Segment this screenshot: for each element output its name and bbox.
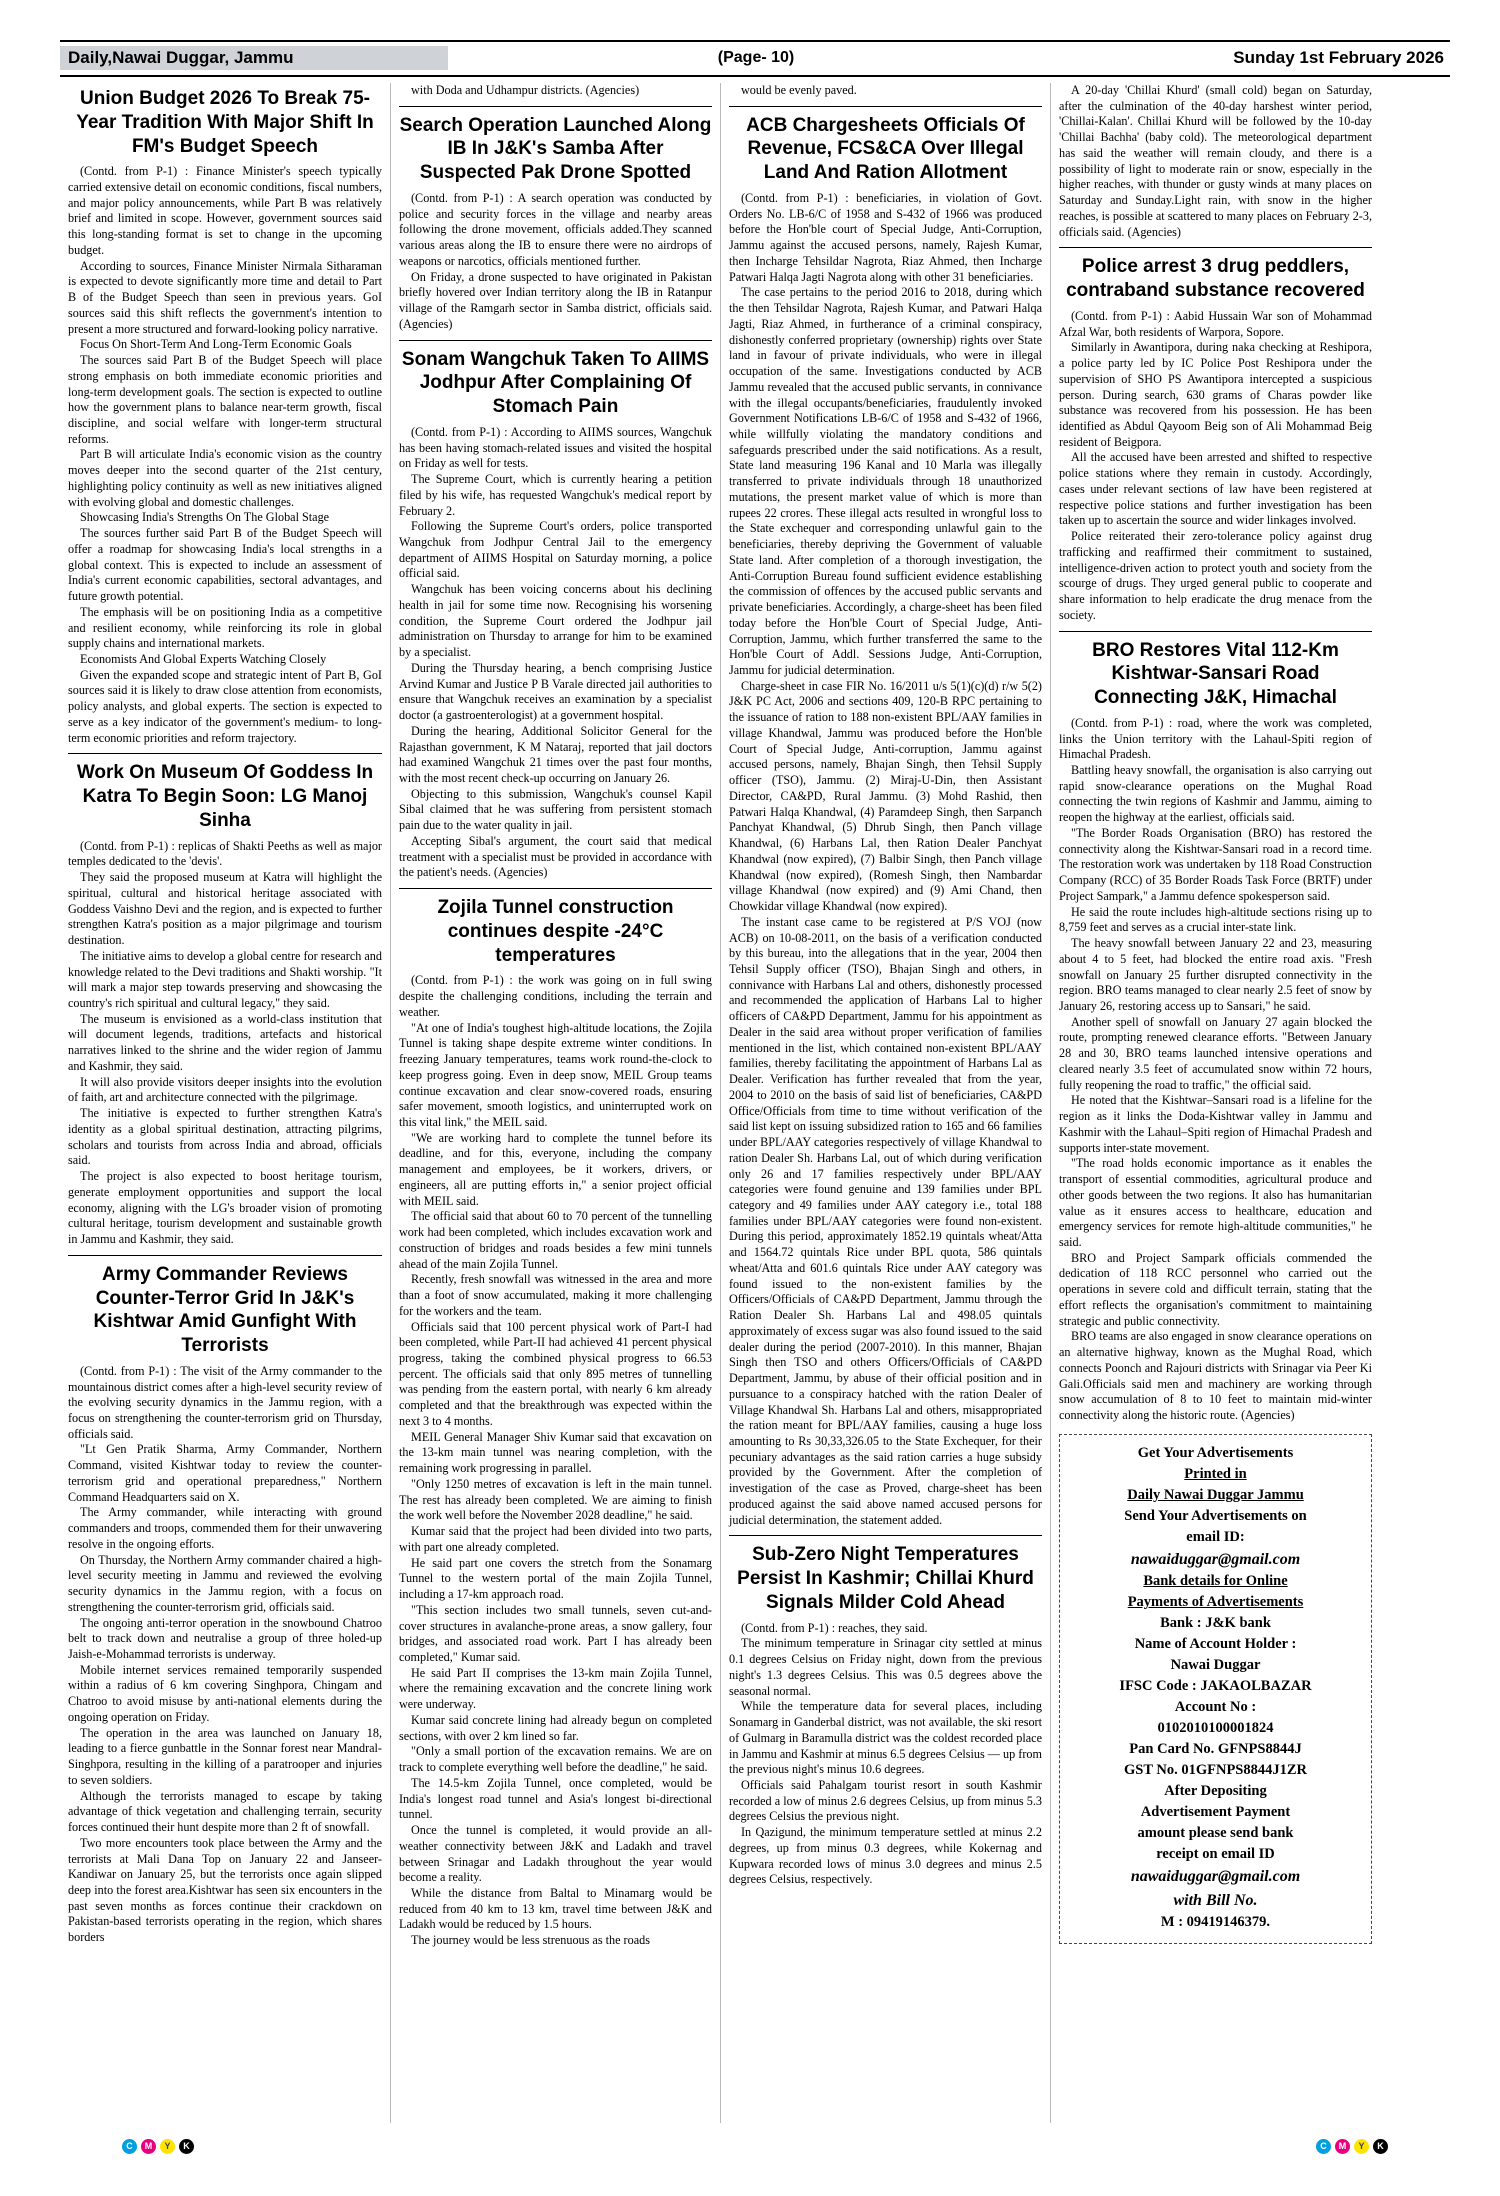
reg-mark-k: K bbox=[179, 2139, 194, 2154]
page-number: (Page- 10) bbox=[717, 49, 795, 66]
article-paragraph: "Only 1250 metres of excavation is left in the main tunnel. The rest has already been completed. We are aiming to finish the work well before the November 2028 deadline," he said. bbox=[399, 1476, 712, 1523]
article-paragraph: Objecting to this submission, Wangchuk's counsel Kapil Sibal claimed that he was suffering from persistent stomach pain due to the water quality in jail. bbox=[399, 786, 712, 833]
column-4 bbox=[1050, 83, 1380, 2123]
article-paragraph: "Lt Gen Pratik Sharma, Army Commander, Northern Command, visited Kishtwar today to review the counter-terrorism grid and operational preparedness," Northern Command Headquarters said on X. bbox=[68, 1442, 382, 1504]
ad-line: Send Your Advertisements on bbox=[1124, 1507, 1307, 1524]
ad-line: Advertisement Payment bbox=[1140, 1804, 1291, 1821]
newspaper-page bbox=[60, 40, 1450, 2160]
article-paragraph: Showcasing India's Strengths On The Global Stage bbox=[80, 510, 330, 525]
article-paragraph: It will also provide visitors deeper insights into the evolution of faith, art and architecture connected with the pilgrimage. bbox=[68, 1074, 382, 1105]
article-paragraph: Charge-sheet in case FIR No. 16/2011 u/s 5(1)(c)(d) r/w 5(2) J&K PC Act, 2006 and sections 409, 120-B RPC pertaining to the issuance of ration to 188 non-existent BPL/AAY families in village Khandwal, Jammu was produced before the Hon'ble Court of Special Judge, Anti-corruption, Jammu against accused persons, namely, Bhajan Singh, then Tehsil Supply officer (TSO), Jammu. (2) Miraj-U-Din, then Assistant Director, CA&PD, Rural Jammu. (3) Mohd Rashid, then Patwari Halqa Khandwal, (4) Paramdeep Singh, then Sarpanch Panchyat Khandwal, (5) Dhrub Singh, then Panch village Khandwal, (6) Harbans Lal, then Ration Dealer Panchyat Khandwal (now expired), (7) Balbir Singh, then Panch village Khandwal (now expired), (Romesh Singh, then Nambardar village Khandwal (now expired) and (9) Ami Chand, then Chowkidar village Khandwal (now expired). bbox=[729, 678, 1042, 914]
section-divider bbox=[729, 106, 1042, 107]
article-paragraph: Although the terrorists managed to escape by taking advantage of thick vegetation and challenging terrain, security forces continued their hunt despite more than 2 ft of snowfall. bbox=[68, 1788, 382, 1835]
article-paragraph: "At one of India's toughest high-altitude locations, the Zojila Tunnel is taking shape despite extreme winter conditions. In freezing January temperatures, teams work round-the-clock to keep progress going. Even in deep snow, MEIL Group teams continue excavation and clear snow-covered roads, ensuring safer movement, smooth logistics, and uninterrupted work on this vital link," the MEIL said. bbox=[399, 1020, 712, 1129]
article-paragraph: Accepting Sibal's argument, the court said that medical treatment with a specialist must be provided in accordance with the patient's needs. (Agencies) bbox=[399, 833, 712, 880]
article-headline: Sub-Zero Night Temperatures Persist In Kashmir; Chillai Khurd Signals Milder Cold Ahead bbox=[737, 1544, 1034, 1613]
article-paragraph: According to sources, Finance Minister Nirmala Sitharaman is expected to devote significantly more time and detail to Part B of the Budget Speech than seen in previous years. GoI sources said this shift reflects the government's intention to present a more structured and forward-looking policy narrative. bbox=[68, 258, 382, 336]
ad-line: Account No : bbox=[1174, 1699, 1257, 1716]
article-paragraph: Economists And Global Experts Watching Closely bbox=[80, 652, 327, 667]
article-paragraph: (Contd. from P-1) : reaches, they said. bbox=[741, 1620, 928, 1635]
ad-line: Pan Card No. GFNPS8844J bbox=[1129, 1741, 1302, 1758]
ad-line: amount please send bank bbox=[1137, 1825, 1294, 1842]
article-paragraph: The ongoing anti-terror operation in the snowbound Chatroo belt to track down and neutralise a group of three holed-up Jaish-e-Mohammad terrorists is underway. bbox=[68, 1615, 382, 1661]
article-paragraph: (Contd. from P-1) : the work was going on in full swing despite the challenging conditions, including the terrain and weather. bbox=[399, 973, 712, 1019]
article-paragraph: "This section includes two small tunnels, seven cut-and-cover structures in avalanche-prone areas, a snow gallery, four bridges, and associated road work. Part I has already been completed," Kumar said. bbox=[399, 1602, 712, 1664]
ad-line: nawaiduggar@gmail.com bbox=[1130, 1868, 1301, 1886]
article-paragraph: He said part one covers the stretch from the Sonamarg Tunnel to the western portal of the main Zojila Tunnel, including a 17-km approach road. bbox=[399, 1555, 712, 1602]
article-paragraph: The minimum temperature in Srinagar city settled at minus 0.1 degrees Celsius on Friday night, down from the previous night's 1.3 degrees Celsius. This was 0.5 degrees above the seasonal normal. bbox=[729, 1636, 1042, 1698]
article-headline: Search Operation Launched Along IB In J&K's Samba After Suspected Pak Drone Spotted bbox=[399, 114, 712, 184]
article-paragraph: The Army commander, while interacting with ground commanders and troops, commended them for their unwavering resolve in the ongoing efforts. bbox=[68, 1505, 382, 1551]
ad-line: Printed in bbox=[1184, 1465, 1247, 1482]
article-paragraph: Following the Supreme Court's orders, police transported Wangchuk from Jodhpur Central Jail to the emergency department of AIIMS Hospital on Saturday morning, a police official said. bbox=[399, 519, 712, 581]
article-paragraph: (Contd. from P-1) : A search operation was conducted by police and security forces in the village and nearby areas following the drone movement, officials added.They scanned various areas along the IB to ensure there were no airdrops of weapons or narcotics, officials mentioned further. bbox=[399, 190, 712, 268]
ad-line: Name of Account Holder : bbox=[1134, 1636, 1297, 1653]
article-headline: ACB Chargesheets Officials Of Revenue, FCS&CA Over Illegal Land And Ration Allotment bbox=[746, 114, 1025, 184]
article-paragraph: During the Thursday hearing, a bench comprising Justice Arvind Kumar and Justice P B Varale directed jail authorities to ensure that Wangchuk receives an examination by a specialist doctor (a gastroenterologist) at a government hospital. bbox=[399, 660, 712, 723]
article-paragraph: In Qazigund, the minimum temperature settled at minus 2.2 degrees, up from minus 0.3 degrees, while Kokernag and Kupwara recorded lows of minus 3.0 degrees and minus 2.5 degrees Celsius, respectively. bbox=[729, 1825, 1042, 1887]
article-headline: Army Commander Reviews Counter-Terror Grid In J&K's Kishtwar Amid Gunfight With Terrorists bbox=[93, 1263, 357, 1357]
article-paragraph: (Contd. from P-1) : beneficiaries, in violation of Govt. Orders No. LB-6/C of 1958 and S-432 of 1966 was produced before the Hon'ble court of Special Judge, Anti-Corruption, Jammu against the accused persons, namely, Rajesh Kumar, then Incharge Tehsildar Nagrota, Riaz Ahmed, then Incharge Patwari Halqa Jagti Nagrota along with other 31 beneficiaries. bbox=[729, 190, 1042, 284]
article-paragraph: "The Border Roads Organisation (BRO) has restored the connectivity along the Kishtwar-Sansari road in a record time. The restoration work was undertaken by 118 Road Construction Company (RCC) of 35 Border Roads Task Force (BRTF) under Project Sampark," a Jammu defence spokesperson said. bbox=[1059, 825, 1372, 903]
article-paragraph: The operation in the area was launched on January 18, leading to a fierce gunbattle in the Sonnar forest near Mandral-Singhpora, resulting in the killing of a paratrooper and injuries to seven soldiers. bbox=[68, 1725, 382, 1787]
columns-container bbox=[60, 83, 1450, 2123]
section-divider bbox=[68, 1255, 382, 1256]
article-paragraph: Wangchuk has been voicing concerns about his declining health in jail for some time now. Recognising his worsening condition, the Supreme Court ordered the Jodhpur jail administration on Thursday to arrange for him to be examined by a specialist. bbox=[399, 582, 712, 660]
column-1 bbox=[60, 83, 390, 2123]
article-paragraph: On Friday, a drone suspected to have originated in Pakistan briefly hovered over Indian territory along the IB in Ratanpur village of the Ramgarh sector in Samba district, officials said. (Agencies) bbox=[399, 269, 712, 331]
ad-line: 0102010100001824 bbox=[1157, 1720, 1274, 1737]
reg-mark-c: C bbox=[122, 2139, 137, 2154]
article-headline: BRO Restores Vital 112-Km Kishtwar-Sansari Road Connecting J&K, Himachal bbox=[1092, 639, 1339, 709]
ad-line: with Bill No. bbox=[1173, 1891, 1258, 1909]
reg-mark-m: M bbox=[1335, 2139, 1350, 2154]
column-3 bbox=[720, 83, 1050, 2123]
article-paragraph: Police reiterated their zero-tolerance policy against drug trafficking and reaffirmed their commitment to sustained, intelligence-driven action to protect youth and society from the scourge of drugs. They urged general public to cooperate and share information to help eradicate the drug menace from the society. bbox=[1059, 529, 1372, 622]
article-paragraph: The sources said Part B of the Budget Speech will place strong emphasis on both immediate economic priorities and long-term development goals. The section is expected to outline how the government plans to balance near-term growth, fiscal discipline, and social welfare with longer-term structural reforms. bbox=[68, 353, 382, 446]
article-paragraph: He said the route includes high-altitude sections rising up to 8,759 feet and serves as a crucial inter-state link. bbox=[1059, 904, 1372, 935]
ad-line: email ID: bbox=[1186, 1528, 1245, 1545]
article-paragraph: The heavy snowfall between January 22 and 23, measuring about 4 to 5 feet, had blocked the entire road axis. "Fresh snowfall on January 25 further disrupted connectivity in the region. BRO teams managed to clear nearly 2.5 feet of snow by January 26, restoring access up to Sansari," he said. bbox=[1059, 936, 1372, 1013]
section-divider bbox=[1059, 247, 1372, 248]
article-paragraph: Officials said that 100 percent physical work of Part-I had been completed, while Part-II had achieved 41 percent physical progress, taking the combined physical progress to 66.53 percent. The officials said that only 895 metres of tunnelling was pending from the eastern portal, with nearly 6 km already completed and that the breakthrough was expected within the next 3 to 4 months. bbox=[399, 1319, 712, 1428]
ad-line: Bank details for Online bbox=[1143, 1573, 1288, 1590]
reg-mark-y: Y bbox=[160, 2139, 175, 2154]
article-paragraph: (Contd. from P-1) : Aabid Hussain War son of Mohammad Afzal War, both residents of Warpora, Sopore. bbox=[1059, 308, 1372, 339]
article-paragraph: (Contd. from P-1) : replicas of Shakti Peeths as well as major temples dedicated to the 'devis'. bbox=[68, 838, 382, 869]
article-paragraph: The case pertains to the period 2016 to 2018, during which the then Tehsildar Nagrota, Rajesh Kumar, and Patwari Halqa Jagti, Riaz Ahmed, in furtherance of a criminal conspiracy, dishonestly conferred proprietary (ownership) rights over State land in favour of private individuals, who were in illegal occupation of the same. Investigations conducted by ACB Jammu revealed that the accused public servants, in connivance with the illegal occupants/beneficiaries, fraudulently invoked Government Notifications LB-6/C of 1958 and S-432 of 1966, while willfully violating the mandatory conditions and safeguards prescribed under the said notifications. As a result, State land measuring 196 Kanal and 10 Marla was illegally transferred to private individuals through 18 unauthorized mutations, the present market value of which is more than rupees 22 crores. These illegal acts resulted in wrongful loss to the State exchequer and corresponding unlawful gain to the beneficiaries, thereby depriving the Government of valuable State land. After completion of a thorough investigation, the Anti-Corruption Bureau found sufficient evidence establishing the commission of offences by the accused public servants and private beneficiaries. Accordingly, a charge-sheet has been filed today before the Hon'ble Court of Special Judge, Anti-Corruption, Jammu, which further transferred the same to the Hon'ble Court of Addl. Sessions Judge, Anti-Corruption, Jammu for judicial determination. bbox=[729, 285, 1042, 678]
article-paragraph: The museum is envisioned as a world-class institution that will document legends, traditions, artefacts and historical narratives linked to the shrine and the wider region of Jammu and Kashmir, they said. bbox=[68, 1011, 382, 1073]
ad-line: Get Your Advertisements bbox=[1137, 1444, 1294, 1461]
article-paragraph: During the hearing, Additional Solicitor General for the Rajasthan government, K M Nataraj, reported that jail doctors had examined Wangchuk 21 times over the past four months, with the most recent check-up occurring on January 26. bbox=[399, 723, 712, 785]
article-headline: Police arrest 3 drug peddlers, contraband substance recovered bbox=[1066, 256, 1365, 302]
publication-title: Daily,Nawai Duggar, Jammu bbox=[60, 46, 448, 70]
registration-marks-right bbox=[1316, 2139, 1388, 2154]
article-paragraph: The sources further said Part B of the Budget Speech will offer a roadmap for showcasing India's local strengths in a global context. This is expected to include an assessment of India's current economic capabilities, sectoral advantages, and future growth potential. bbox=[68, 526, 382, 604]
article-paragraph: (Contd. from P-1) : Finance Minister's speech typically carried extensive detail on economic conditions, fiscal numbers, and major policy announcements, while Part B was relatively brief and limited in scope. However, government sources said this long-standing format is set to change in the upcoming budget. bbox=[68, 164, 382, 257]
ad-line: IFSC Code : JAKAOLBAZAR bbox=[1119, 1678, 1312, 1695]
article-paragraph: Two more encounters took place between the Army and the terrorists at Mali Dana Top on January 22 and Janseer-Kandiwar on January 25, but the terrorists once again slipped deep into the forest area.Kishtwar has seen six encounters in the past seven months as forces continue their crackdown on Pakistan-based terrorists operating in the region, which shares borders bbox=[68, 1835, 382, 1945]
article-paragraph: (Contd. from P-1) : According to AIIMS sources, Wangchuk has been having stomach-related issues and visited the hospital on Friday as well for tests. bbox=[399, 424, 712, 471]
article-paragraph: While the distance from Baltal to Minamarg would be reduced from 40 km to 13 km, travel time between J&K and Ladakh would be reduced by 1.5 hours. bbox=[399, 1885, 712, 1932]
masthead bbox=[60, 40, 1450, 77]
article-paragraph: BRO and Project Sampark officials commended the dedication of 118 RCC personnel who carried out the operations in severe cold and difficult terrain, stating that the effort reflects the organisation's commitment to maintaining strategic and public connectivity. bbox=[1059, 1250, 1372, 1328]
article-paragraph: A 20-day 'Chillai Khurd' (small cold) began on Saturday, after the culmination of the 40-day harshest winter period, 'Chillai-Kalan'. Chillai Khurd will be followed by the 10-day 'Chillai Bachha' (baby cold). The meteorological department has said the weather will remain cloudy, and there is a possibility of light to moderate rain or snow, especially in the higher reaches, with thunder or gusty winds at many places on Saturday and Sunday.Light rain, with snow in the higher reaches, is possible at scattered to many places on February 2-3, officials said. (Agencies) bbox=[1059, 83, 1372, 239]
article-paragraph: "The road holds economic importance as it enables the transport of essential commodities, agricultural produce and other goods between the two regions. It also has humanitarian value as it ensures access to healthcare, education and emergency services for remote high-altitude communities," he said. bbox=[1059, 1156, 1372, 1250]
article-paragraph: Another spell of snowfall on January 27 again blocked the route, prompting renewed clearance efforts. "Between January 28 and 30, BRO teams launched intensive operations and cleared nearly 3.5 feet of accumulated snow within 72 hours, fully reopening the road to traffic," the official said. bbox=[1059, 1014, 1372, 1092]
column-2 bbox=[390, 83, 720, 2123]
article-paragraph: The 14.5-km Zojila Tunnel, once completed, would be India's longest road tunnel and Asia's longest bi-directional tunnel. bbox=[399, 1775, 712, 1822]
article-paragraph: (Contd. from P-1) : road, where the work was completed, links the Union territory with the Lahaul-Spiti region of Himachal Pradesh. bbox=[1059, 715, 1372, 762]
article-paragraph: (Contd. from P-1) : The visit of the Army commander to the mountainous district comes after a high-level security review of the evolving security dynamics in the Jammu region, with a focus on strengthening the counter-terrorism grid on Thursday, officials said. bbox=[68, 1363, 382, 1441]
article-paragraph: Battling heavy snowfall, the organisation is also carrying out rapid snow-clearance operations on the Mughal Road connecting the twin regions of Kashmir and Jammu, aiming to reopen the highway at the earliest, officials said. bbox=[1059, 762, 1372, 825]
article-paragraph: The instant case came to be registered at P/S VOJ (now ACB) on 10-08-2011, on the basis of a verification conducted by this bureau, into the allegations that in the year, 2004 then Tehsil Supply officer (TSO), Bhajan Singh and others, in connivance with Harbans Lal and others, dishonestly processed and recommended the application of Harbans Lal to higher officers of CA&PD Department, Jammu for his appointment as Dealer in the said area without proper verification of families mentioned in the list, which contained non-existent BPL/AAY families, thereby facilitating the appointment of Harbans Lal as Dealer. Verification has further revealed that from the year, 2004 to 2010 on the basis of said list of beneficiaries, CA&PD Office/Officials from time to time without verification of the said list kept on issuing subsidized ration to 165 and 66 families under BPL/AAY categories respectively of village Khandwal to ration Dealer Sh. Harbans Lal, out of which during verification only 26 and 17 families respectively under BPL/AAY categories were found genuine and 139 families under BPL category and 49 families under AAY category i.e., total 188 families under BPL/AAY categories were found non-existent. During this period, approximately 1852.19 quintals wheat/Atta and 1564.72 quintals Rice under BPL quota, 586 quintals wheat/Atta and 601.6 quintals Rice under AAY category was found issued to the non-existent families by the Officers/Officials of CA&PD Department, Jammu through the Ration Dealer Sh. Harbans Lal and 498.05 quintals approximately of excess sugar was also found issued to the said dealer during the period (2007-2010). In this manner, Bhajan Singh then TSO and others Officers/Officials of CA&PD Department, Jammu, by abuse of their official position and in pursuance to a conspiracy hatched with the ration Dealer of Village Khandwal Sh. Harbans Lal and others, misappropriated the ration meant for BPL/AAY families, causing a huge loss amounting to Rs 30,33,326.05 to the State Exchequer, for their pecuniary advantages as the said ration carries a huge subsidy provided by the Government. After the completion of investigation of the case as Proved, charge-sheet has been produced against the said above named accused persons for judicial determination, the statement added. bbox=[729, 914, 1042, 1527]
section-divider bbox=[399, 106, 712, 107]
article-paragraph: Kumar said that the project had been divided into two parts, with part one already completed. bbox=[399, 1524, 712, 1554]
article-paragraph: Mobile internet services remained temporarily suspended within a radius of 6 km covering Singhpora, Chingam and Chatroo to avoid misuse by anti-national elements during the ongoing operation on Friday. bbox=[68, 1662, 382, 1724]
section-divider bbox=[1059, 631, 1372, 632]
article-paragraph: Once the tunnel is completed, it would provide an all-weather connectivity between J&K and Ladakh and travel between Srinagar and Ladakh throughout the year would become a reality. bbox=[399, 1823, 712, 1885]
reg-mark-m: M bbox=[141, 2139, 156, 2154]
article-paragraph: Focus On Short-Term And Long-Term Economic Goals bbox=[80, 337, 352, 352]
section-divider bbox=[729, 1535, 1042, 1536]
article-paragraph: The initiative is expected to further strengthen Katra's identity as a global spiritual destination, attracting pilgrims, scholars and tourists from across India and abroad, officials said. bbox=[68, 1106, 382, 1168]
article-paragraph: Officials said Pahalgam tourist resort in south Kashmir recorded a low of minus 2.6 degrees Celsius, up from minus 5.3 degrees Celsius the previous night. bbox=[729, 1778, 1042, 1824]
article-paragraph: Recently, fresh snowfall was witnessed in the area and more than a foot of snow accumulated, making it more challenging for the workers and the team. bbox=[399, 1272, 712, 1318]
reg-mark-y: Y bbox=[1354, 2139, 1369, 2154]
article-paragraph: The emphasis will be on positioning India as a competitive and resilient economy, while reinforcing its role in global supply chains and international markets. bbox=[68, 604, 382, 651]
ad-line: nawaiduggar@gmail.com bbox=[1130, 1550, 1301, 1568]
advertisement-box bbox=[1059, 1434, 1372, 1944]
ad-line: Nawai Duggar bbox=[1170, 1657, 1261, 1674]
article-paragraph: "We are working hard to complete the tunnel before its deadline, and for this, everyone, including the company management and employees, be it workers, drivers, or engineers, all are putting efforts in," a senior project official with MEIL said. bbox=[399, 1130, 712, 1208]
section-divider bbox=[68, 753, 382, 754]
article-paragraph: The initiative aims to develop a global centre for research and knowledge related to the Devi traditions and Shakti worship. "It will mark a major step towards preserving and showcasing the country's rich spiritual and cultural legacy," they said. bbox=[68, 948, 382, 1011]
article-paragraph: Kumar said concrete lining had already begun on completed sections, with over 2 km lined so far. bbox=[399, 1712, 712, 1743]
ad-line: Payments of Advertisements bbox=[1127, 1594, 1304, 1611]
article-headline: Union Budget 2026 To Break 75-Year Tradition With Major Shift In FM's Budget Speech bbox=[76, 88, 374, 157]
article-headline: Work On Museum Of Goddess In Katra To Begin Soon: LG Manoj Sinha bbox=[76, 762, 374, 831]
reg-mark-k: K bbox=[1373, 2139, 1388, 2154]
article-paragraph: The official said that about 60 to 70 percent of the tunnelling work had been completed, which includes excavation work and construction of bridges and roads besides a few mini tunnels ahead of the main Zojila Tunnel. bbox=[399, 1209, 712, 1271]
article-paragraph: with Doda and Udhampur districts. (Agencies) bbox=[411, 83, 640, 97]
article-paragraph: The Supreme Court, which is currently hearing a petition filed by his wife, has requested Wangchuk's medical report by February 2. bbox=[399, 472, 712, 518]
ad-line: M : 09419146379. bbox=[1160, 1913, 1271, 1930]
article-headline: Sonam Wangchuk Taken To AIIMS Jodhpur After Complaining Of Stomach Pain bbox=[401, 348, 710, 418]
article-paragraph: The project is also expected to boost heritage tourism, generate employment opportunities and support the local economy, aligning with the LG's broader vision of promoting cultural heritage, tourism development and sustainable growth in Jammu and Kashmir, they said. bbox=[68, 1169, 382, 1247]
article-paragraph: He noted that the Kishtwar–Sansari road is a lifeline for the region as it links the Doda-Kishtwar valley in Jammu and Kashmir with the Lahaul–Spiti region of Himachal Pradesh and supports inter-state movement. bbox=[1059, 1093, 1372, 1155]
section-divider bbox=[399, 340, 712, 341]
ad-line: receipt on email ID bbox=[1156, 1846, 1275, 1863]
ad-line: After Depositing bbox=[1164, 1783, 1267, 1800]
article-paragraph: While the temperature data for several places, including Sonamarg in Ganderbal district, was not available, the ski resort of Gulmarg in Baramulla district was the coldest recorded place in Jammu and Kashmir at minus 6.5 degrees Celsius — up from the previous night's minus 10.6 degrees. bbox=[729, 1699, 1042, 1777]
article-paragraph: He said Part II comprises the 13-km main Zojila Tunnel, where the remaining excavation and the concrete lining work were underway. bbox=[399, 1665, 712, 1712]
article-paragraph: MEIL General Manager Shiv Kumar said that excavation on the 13-km main tunnel was nearing completion, with the remaining work progressing in parallel. bbox=[399, 1429, 712, 1476]
section-divider bbox=[399, 888, 712, 889]
article-paragraph: BRO teams are also engaged in snow clearance operations on an alternative highway, known as the Mughal Road, which connects Poonch and Rajouri districts with Srinagar via Peer Ki Gali.Officials said men and machinery are working through snow accumulation of 8 to 10 feet to maintain mid-winter connectivity along the historic route. (Agencies) bbox=[1059, 1329, 1372, 1423]
article-paragraph: All the accused have been arrested and shifted to respective police stations where they remain in custody. Accordingly, cases under relevant sections of law have been registered at respective police stations and further investigation has been taken up to ascertain the source and wider linkages involved. bbox=[1059, 450, 1372, 528]
registration-marks-left bbox=[122, 2139, 194, 2154]
article-paragraph: They said the proposed museum at Katra will highlight the spiritual, cultural and historical heritage associated with Goddess Vaishno Devi and the region, and is expected to further strengthen Katra's position as a major pilgrimage and tourism destination. bbox=[68, 870, 382, 948]
issue-date: Sunday 1st February 2026 bbox=[1233, 48, 1444, 67]
article-paragraph: Similarly in Awantipora, during naka checking at Reshipora, a police party led by IC Police Post Reshipora under the supervision of SHO PS Awantipora intercepted a suspicious person. During search, 630 grams of Charas powder like substance was recovered from his possession. He has been identified as Abdul Qayoom Beig son of Ali Mohammad Beig resident of Beigpora. bbox=[1059, 340, 1372, 449]
article-paragraph: "Only a small portion of the excavation remains. We are on track to complete everything well before the deadline," he said. bbox=[399, 1744, 712, 1775]
article-paragraph: would be evenly paved. bbox=[741, 83, 857, 97]
ad-line: Bank : J&K bank bbox=[1160, 1615, 1271, 1632]
article-paragraph: Part B will articulate India's economic vision as the country moves deeper into the second quarter of the 21st century, highlighting policy continuity as well as new initiatives aligned with evolving global and domestic challenges. bbox=[68, 447, 382, 509]
article-headline: Zojila Tunnel construction continues despite -24°C temperatures bbox=[437, 897, 674, 966]
reg-mark-c: C bbox=[1316, 2139, 1331, 2154]
article-paragraph: The journey would be less strenuous as the roads bbox=[411, 1933, 650, 1948]
ad-line: Daily Nawai Duggar Jammu bbox=[1127, 1486, 1304, 1503]
article-paragraph: Given the expanded scope and strategic intent of Part B, GoI sources said it is likely to draw close attention from economists, policy analysts, and global experts. The section is expected to serve as a key indicator of the government's medium- to long-term economic priorities and reform trajectory. bbox=[68, 667, 382, 745]
ad-line: GST No. 01GFNPS8844J1ZR bbox=[1123, 1762, 1308, 1779]
article-paragraph: On Thursday, the Northern Army commander chaired a high-level security meeting in Jammu and reviewed the evolving security dynamics in the Jammu region, with a focus on strengthening the counter-terrorism grid, officials said. bbox=[68, 1552, 382, 1614]
